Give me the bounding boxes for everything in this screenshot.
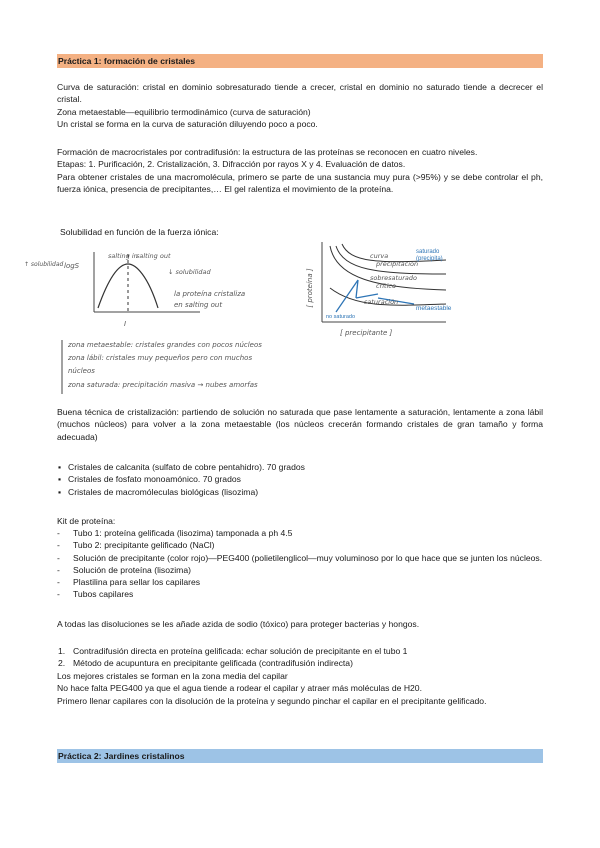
zone-notes-sketch bbox=[56, 336, 356, 398]
caption-line-2: en salting out bbox=[174, 301, 223, 309]
text-line: Para obtener cristales de una macromolécula, primero se parte de una sustancia muy pura (>95%) y se debe controlar el ph, fuerza iónica, presencia de precipitantes,… El gel ralentiza el movimiento de la proteína. bbox=[57, 171, 543, 194]
methods-list bbox=[57, 645, 543, 670]
text-line: Etapas: 1. Purificación, 2. Cristalización, 3. Difracción por rayos X y 4. Evaluación de datos. bbox=[57, 159, 406, 170]
note-line: zona saturada: precipitación masiva → nubes amorfas bbox=[68, 381, 258, 389]
solubility-heading: Solubilidad en función de la fuerza iónica: bbox=[60, 227, 219, 237]
list-item: 2. Método de acupuntura en precipitante gelificada (contradifusión indirecta) bbox=[58, 658, 353, 669]
curve-label-1: curva bbox=[370, 252, 389, 260]
metaestable-label: metaestable bbox=[416, 305, 452, 312]
note-line: zona metaestable: cristales grandes con pocos núcleos bbox=[68, 341, 262, 349]
bullet-icon: ▪ bbox=[58, 474, 62, 485]
list-item: ▪ Cristales de fosfato monoamónico. 70 grados bbox=[58, 474, 241, 485]
saturacion-label: saturación bbox=[364, 298, 399, 306]
bullet-icon: ▪ bbox=[58, 462, 62, 472]
azida-note: A todas las disoluciones se les añade azida de sodio (tóxico) para proteger bacterias y hongos. bbox=[57, 619, 420, 629]
crystals-list bbox=[57, 461, 543, 498]
text-line: Los mejores cristales se forman en la zona media del capilar bbox=[57, 671, 288, 681]
x-axis-label: [ precipitante ] bbox=[340, 329, 393, 337]
y-axis-label: [ proteína ] bbox=[306, 268, 314, 308]
list-item: - Tubo 1: proteína gelificada (lisozima) tamponada a ph 4.5 bbox=[57, 528, 293, 538]
salting-in-label: salting in bbox=[108, 252, 138, 260]
caption-line-1: la proteína cristaliza bbox=[174, 290, 246, 298]
solubility-sketch bbox=[24, 246, 294, 332]
salting-out-label: salting out bbox=[136, 252, 171, 260]
note-line: zona lábil: cristales muy pequeños pero con muchos bbox=[68, 354, 253, 362]
y-axis-label: logS bbox=[64, 262, 80, 270]
text-line: Formación de macrocristales por contradifusión: la estructura de las proteínas se reconocen en cuatro niveles. bbox=[57, 147, 478, 157]
saturation-paragraph bbox=[57, 81, 543, 130]
technique-paragraph: Buena técnica de cristalización: partiendo de solución no saturada que pase lentamente a saturación, lentamente a zona lábil (muchos núcleos) para volver a la zona metaestable (los núcleos crecerán formando cristales de gran tamaño y forma adecuada) bbox=[57, 407, 543, 442]
section-1-heading: Práctica 1: formación de cristales bbox=[57, 54, 543, 68]
saturado-label-1: saturado bbox=[416, 249, 440, 255]
sobre-label-2: crítico bbox=[376, 282, 396, 290]
saturado-label-2: (precipita) bbox=[416, 256, 443, 262]
text-line: Zona metaestable—equilibrio termodinámico (curva de saturación) bbox=[57, 106, 311, 117]
section-2-heading: Práctica 2: Jardines cristalinos bbox=[57, 749, 543, 763]
note-line: núcleos bbox=[68, 367, 95, 375]
solubility-up-label: ↑ solubilidad bbox=[24, 261, 64, 268]
text-line: No hace falta PEG400 ya que el agua tiende a rodear el capilar y atraer más moléculas de H20. bbox=[57, 683, 422, 694]
kit-title: Kit de proteína: bbox=[57, 516, 116, 526]
solubility-down-label: ↓ solubilidad bbox=[168, 268, 211, 276]
bullet-icon: ▪ bbox=[58, 486, 62, 497]
text-line: Curva de saturación: cristal en dominio sobresaturado tiende a crecer, cristal en dominio no saturado tiende a decrecer el cristal. bbox=[57, 82, 543, 105]
final-paragraph bbox=[57, 670, 543, 707]
phase-diagram-sketch bbox=[296, 238, 536, 338]
x-axis-label: I bbox=[124, 320, 127, 328]
list-item: - Plastilina para sellar los capilares bbox=[57, 577, 201, 588]
macrocrystals-paragraph bbox=[57, 146, 543, 195]
list-item: - Solución de precipitante (color rojo)—PEG400 (polietilenglicol—muy voluminoso por lo que hace que se junten los núcleos. bbox=[57, 552, 543, 563]
list-item: ▪ Cristales de calcanita (sulfato de cobre pentahidro). 70 grados bbox=[58, 462, 305, 472]
list-item: ▪ Cristales de macromóleculas biológicas (lisozima) bbox=[58, 486, 259, 497]
no-saturado-label: no saturado bbox=[326, 314, 356, 320]
sobre-label-1: sobresaturado bbox=[370, 274, 417, 282]
list-item: - Solución de proteína (lisozima) bbox=[57, 564, 191, 575]
list-item: 1. Contradifusión directa en proteína gelificada: echar solución de precipitante en el tubo 1 bbox=[58, 646, 408, 656]
text-line: Primero llenar capilares con la disolución de la proteína y segundo pinchar el capilar en el precipitante gelificado. bbox=[57, 695, 487, 706]
kit-list bbox=[57, 527, 543, 601]
text-line: Un cristal se forma en la curva de saturación diluyendo poco a poco. bbox=[57, 118, 318, 129]
list-item: - Tubo 2: precipitante gelificado (NaCl) bbox=[57, 540, 215, 551]
curve-label-2: precipitación bbox=[376, 260, 419, 268]
list-item: - Tubos capilares bbox=[57, 589, 134, 600]
